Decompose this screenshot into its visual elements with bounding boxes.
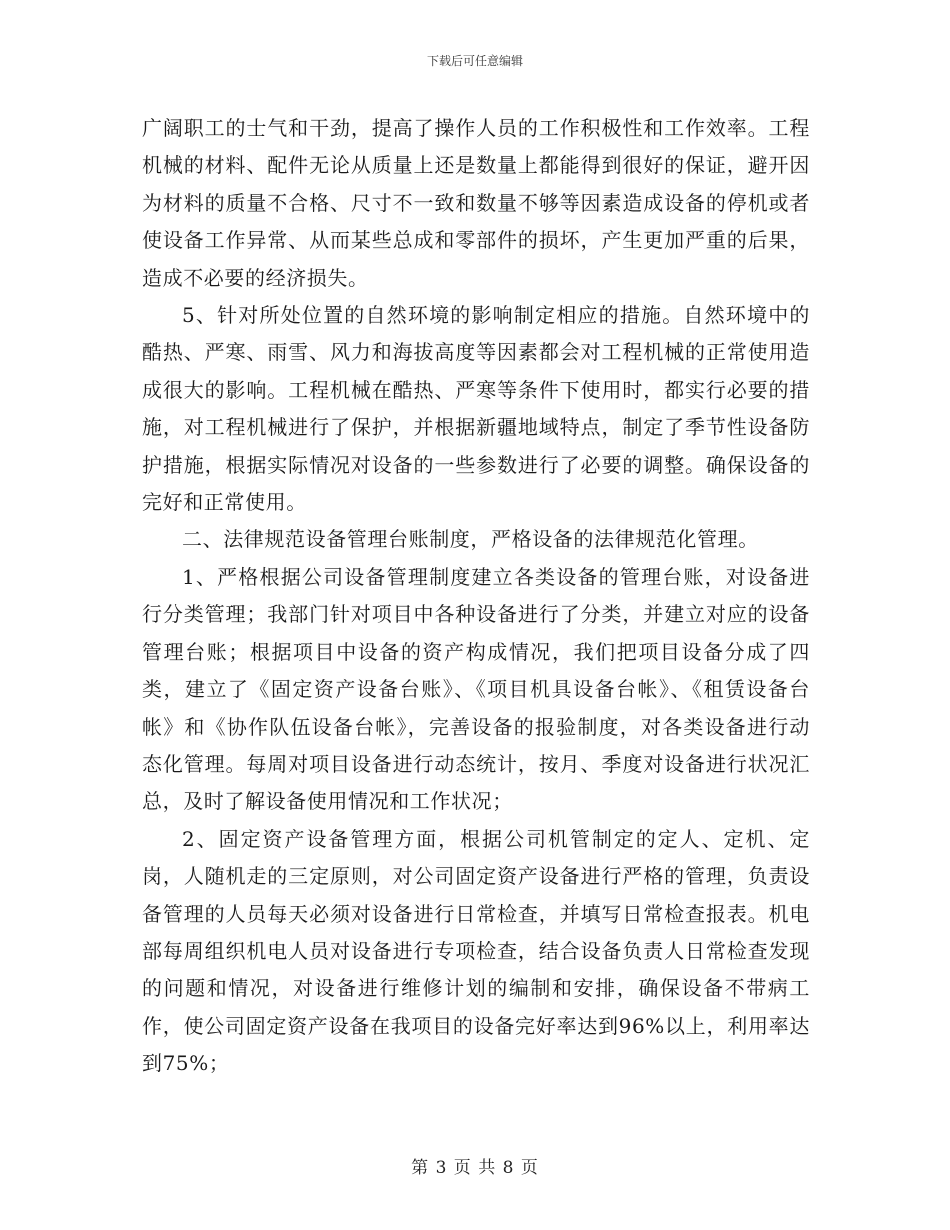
paragraph-item-2: 2、固定资产设备管理方面，根据公司机管制定的定人、定机、定岗，人随机走的三定原则，对公司固定资产设备进行严格的管理，负责设备管理的人员每天必须对设备进行日常检查，并填写日常检查报表。机电部每周组织机电人员对设备进行专项检查，结合设备负责人日常检查发现的问题和情况，对设备进行维修计划的编制和安排，确保设备不带病工作，使公司固定资产设备在我项目的设备完好率达到96%以上，利用率达到75%； [142, 826, 810, 1076]
section-heading-2: 二、法律规范设备管理台账制度，严格设备的法律规范化管理。 [182, 527, 759, 552]
page-footer: 第 3 页 共 8 页 [411, 1158, 539, 1178]
page-header: 下载后可任意编辑 [426, 54, 523, 68]
paragraph-continuation: 广阔职工的士气和干劲，提高了操作人员的工作积极性和工作效率。工程机械的材料、配件无论从质量上还是数量上都能得到很好的保证，避开因为材料的质量不合格、尺寸不一致和数量不够等因素造成设备的停机或者使设备工作异常、从而某些总成和零部件的损坏，产生更加严重的后果，造成不必要的经济损失。 [142, 116, 810, 290]
paragraph-item-1: 1、严格根据公司设备管理制度建立各类设备的管理台账，对设备进行分类管理；我部门针对项目中各种设备进行了分类，并建立对应的设备管理台账；根据项目中设备的资产构成情况，我们把项目设备分成了四类，建立了《固定资产设备台账》、《项目机具设备台帐》、《租赁设备台帐》和《协作队伍设备台帐》，完善设备的报验制度，对各类设备进行动态化管理。每周对项目设备进行动态统计，按月、季度对设备进行状况汇总，及时了解设备使用情况和工作状况； [142, 564, 810, 814]
paragraph-item-5: 5、针对所处位置的自然环境的影响制定相应的措施。自然环境中的酷热、严寒、雨雪、风力和海拔高度等因素都会对工程机械的正常使用造成很大的影响。工程机械在酷热、严寒等条件下使用时，都实行必要的措施，对工程机械进行了保护，并根据新疆地域特点，制定了季节性设备防护措施，根据实际情况对设备的一些参数进行了必要的调整。确保设备的完好和正常使用。 [142, 303, 810, 515]
document-body [142, 110, 810, 1083]
